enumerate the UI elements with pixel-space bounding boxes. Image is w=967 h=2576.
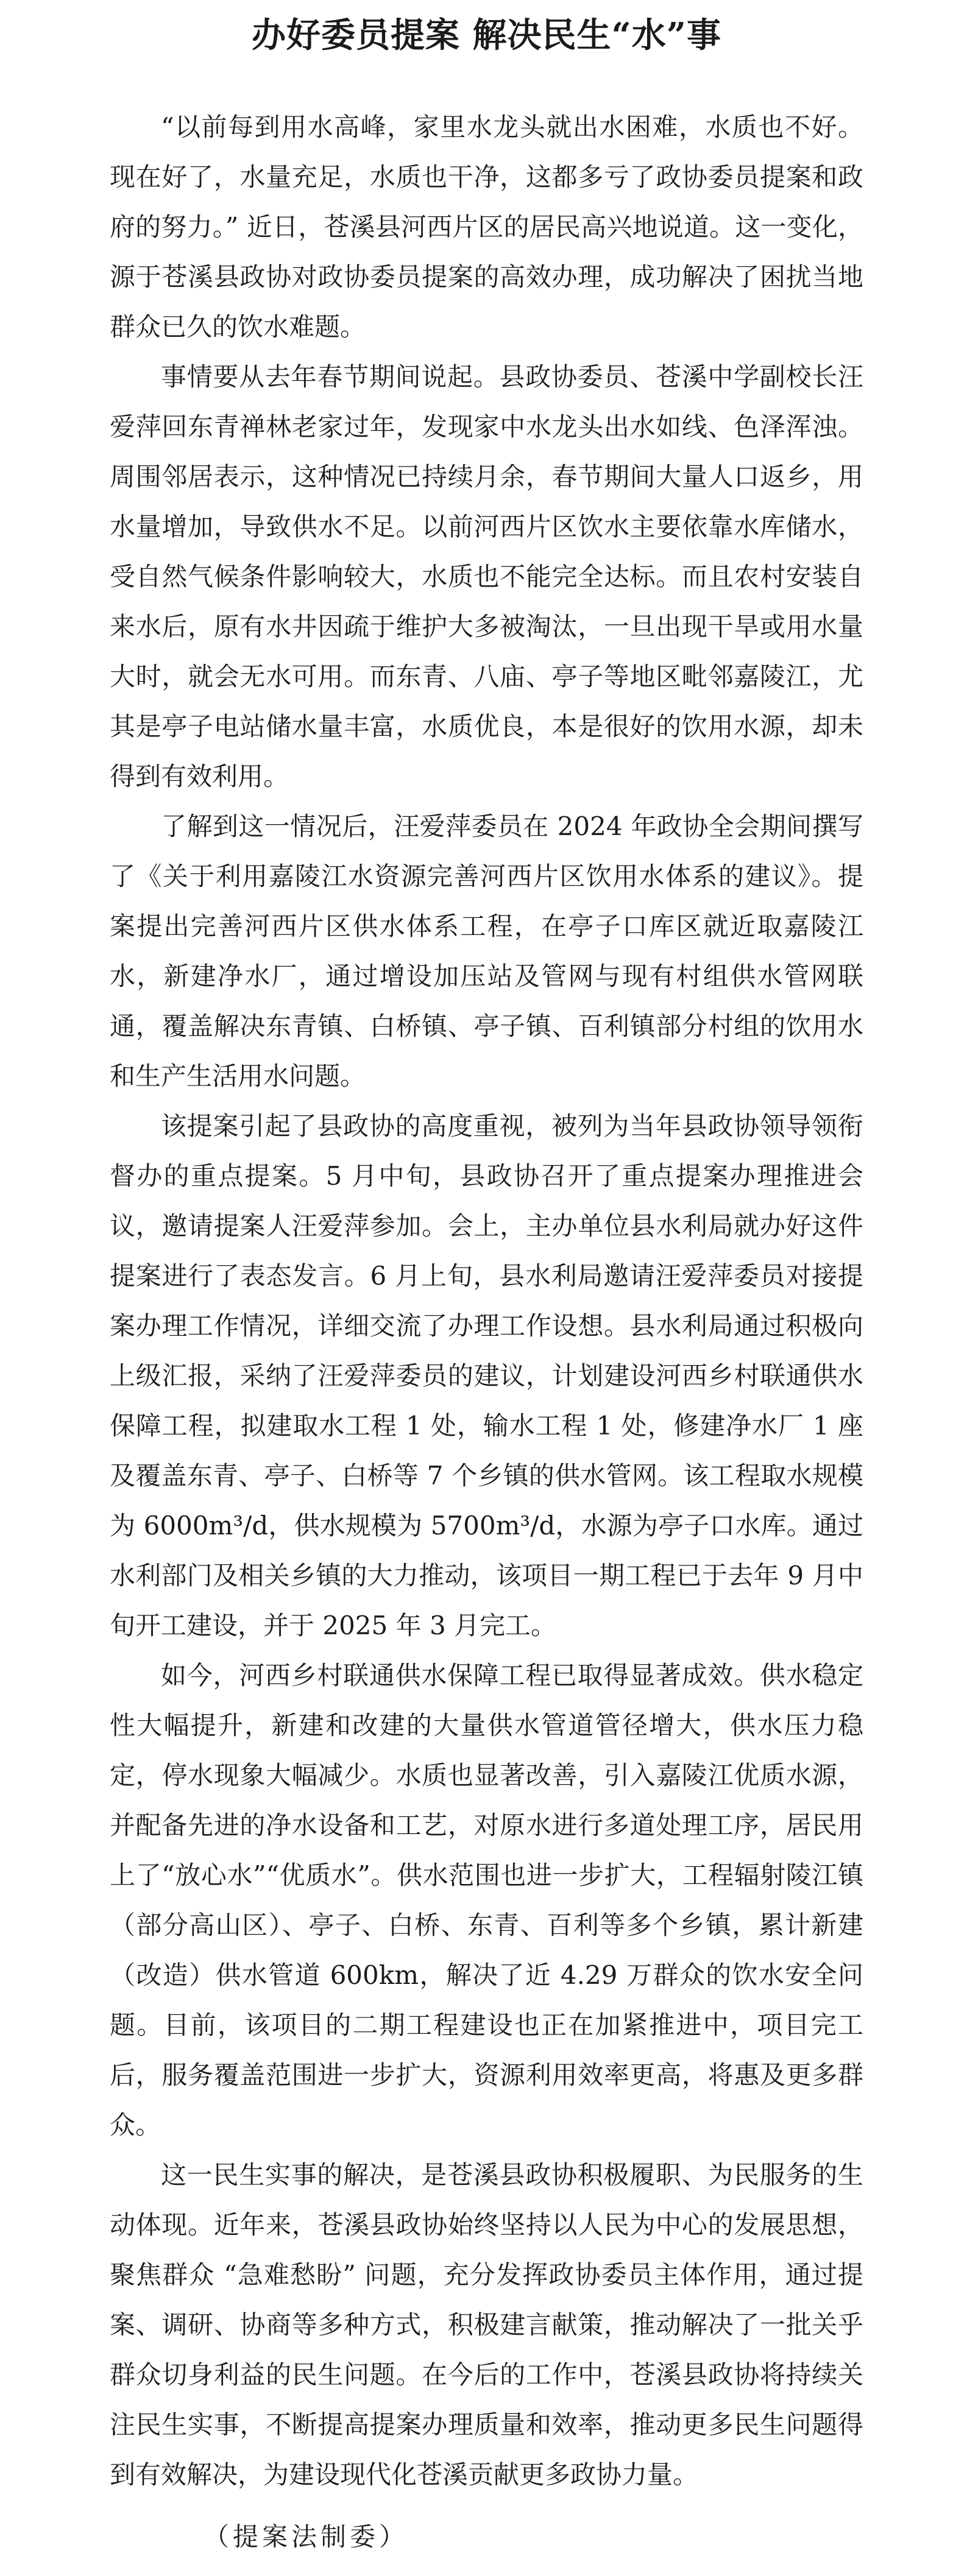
- article-title: 办好委员提案 解决民生“水”事: [252, 15, 721, 55]
- article-paragraph-1: “以前每到用水高峰，家里水龙头就出水困难，水质也不好。现在好了，水量充足，水质也干净，这都多亏了政协委员提案和政府的努力。” 近日，苍溪县河西片区的居民高兴地说道。这一变化，源于苍溪县政协对政协委员提案的高效办理，成功解决了困扰当地群众已久的饮水难题。: [110, 112, 863, 342]
- article-signature: （提案法制委）: [204, 2522, 409, 2552]
- article-paragraph-3: 了解到这一情况后，汪爱萍委员在 2024 年政协全会期间撰写了《关于利用嘉陵江水资源完善河西片区饮用水体系的建议》。提案提出完善河西片区供水体系工程，在亭子口库区就近取嘉陵江水，新建净水厂，通过增设加压站及管网与现有村组供水管网联通，覆盖解决东青镇、白桥镇、亭子镇、百利镇部分村组的饮用水和生产生活用水问题。: [110, 811, 863, 1091]
- article-paragraph-4: 该提案引起了县政协的高度重视，被列为当年县政协领导领衔督办的重点提案。5 月中旬，县政协召开了重点提案办理推进会议，邀请提案人汪爱萍参加。会上，主办单位县水利局就办好这件提案进行了表态发言。6 月上旬，县水利局邀请汪爱萍委员对接提案办理工作情况，详细交流了办理工作设想。县水利局通过积极向上级汇报，采纳了汪爱萍委员的建议，计划建设河西乡村联通供水保障工程，拟建取水工程 1 处，输水工程 1 处，修建净水厂 1 座及覆盖东青、亭子、白桥等 7 个乡镇的供水管网。该工程取水规模为 6000m³/d，供水规模为 5700m³/d，水源为亭子口水库。通过水利部门及相关乡镇的大力推动，该项目一期工程已于去年 9 月中旬开工建设，并于 2025 年 3 月完工。: [110, 1111, 863, 1640]
- article-paragraph-5: 如今，河西乡村联通供水保障工程已取得显著成效。供水稳定性大幅提升，新建和改建的大量供水管道管径增大，供水压力稳定，停水现象大幅减少。水质也显著改善，引入嘉陵江优质水源，并配备先进的净水设备和工艺，对原水进行多道处理工序，居民用上了“放心水”“优质水”。供水范围也进一步扩大，工程辐射陵江镇（部分高山区）、亭子、白桥、东青、百利等多个乡镇，累计新建（改造）供水管道 600km，解决了近 4.29 万群众的饮水安全问题。目前，该项目的二期工程建设也正在加紧推进中，项目完工后，服务覆盖范围进一步扩大，资源利用效率更高，将惠及更多群众。: [110, 1660, 863, 2140]
- article-paragraph-6: 这一民生实事的解决，是苍溪县政协积极履职、为民服务的生动体现。近年来，苍溪县政协始终坚持以人民为中心的发展思想，聚焦群众 “急难愁盼” 问题，充分发挥政协委员主体作用，通过提案、调研、协商等多种方式，积极建言献策，推动解决了一批关乎群众切身利益的民生问题。在今后的工作中，苍溪县政协将持续关注民生实事，不断提高提案办理质量和效率，推动更多民生问题得到有效解决，为建设现代化苍溪贡献更多政协力量。: [110, 2160, 863, 2490]
- article-paragraph-2: 事情要从去年春节期间说起。县政协委员、苍溪中学副校长汪爱萍回东青禅林老家过年，发现家中水龙头出水如线、色泽浑浊。周围邻居表示，这种情况已持续月余，春节期间大量人口返乡，用水量增加，导致供水不足。以前河西片区饮水主要依靠水库储水，受自然气候条件影响较大，水质也不能完全达标。而且农村安装自来水后，原有水井因疏于维护大多被淘汰，一旦出现干旱或用水量大时，就会无水可用。而东青、八庙、亭子等地区毗邻嘉陵江，尤其是亭子电站储水量丰富，水质优良，本是很好的饮用水源，却未得到有效利用。: [110, 362, 863, 791]
